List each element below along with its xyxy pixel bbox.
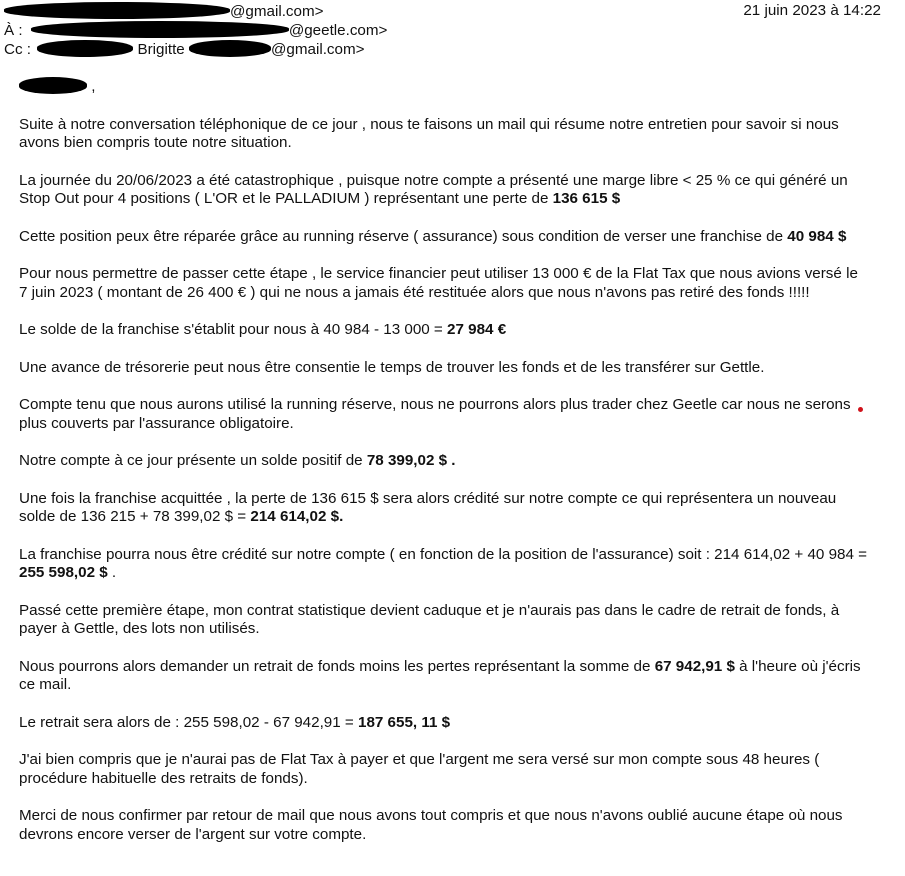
paragraph: J'ai bien compris que je n'aurai pas de Flat Tax à payer et que l'argent me sera versé sur mon compte sous 48 heures ( procédure habituelle des retraits de fonds).	[19, 751, 820, 787]
paragraph: Merci de nous confirmer par retour de mail que nous avons tout compris et que nous n'avons oublié aucune étape où nous devrons encore verser de l'argent sur votre compte.	[19, 807, 843, 843]
franchise-amount: 40 984 $	[787, 227, 847, 245]
paragraph: Nous pourrons alors demander un retrait de fonds moins les pertes représentant la somme de 67 942,91 $ à l'heure où j'écris ce mail.	[19, 657, 861, 693]
cc-address[interactable]: @gmail.com>	[271, 41, 365, 58]
paragraph: Une fois la franchise acquittée , la perte de 136 615 $ sera alors crédité sur notre compte ce qui représentera un nouveau solde de 136 215 + 78 399,02 $ = 214 614,02 $.	[19, 489, 837, 525]
redaction-mark	[31, 21, 289, 38]
cc-label: Cc :	[4, 41, 32, 58]
total-balance: 255 598,02 $	[19, 564, 108, 581]
redaction-mark	[189, 40, 271, 57]
redaction-mark	[4, 2, 230, 19]
franchise-balance: 27 984 €	[447, 321, 507, 338]
paragraph: Pour nous permettre de passer cette étape , le service financier peut utiliser 13 000 € de la Flat Tax que nous avions versé le 7 juin 2023 ( montant de 26 400 € ) qui ne nous a jamais été restituée alors que nous n'avons pas retiré des fonds !!!!!	[19, 265, 858, 301]
paragraph: Cette position peux être réparée grâce au running réserve ( assurance) sous condition de verser une franchise de 40 984 $	[19, 227, 847, 245]
email-body	[19, 77, 869, 863]
cc-name: Brigitte	[137, 41, 185, 58]
withdrawal-amount: 187 655, 11 $	[358, 713, 451, 731]
cc-line	[4, 40, 365, 60]
from-address[interactable]: @gmail.com>	[230, 3, 324, 20]
paragraph: Notre compte à ce jour présente un solde positif de 78 399,02 $ .	[19, 452, 456, 469]
to-line	[4, 21, 387, 41]
losses-amount: 67 942,91 $	[654, 657, 735, 675]
paragraph: Compte tenu que nous aurons utilisé la running réserve, nous ne pourrons alors plus trader chez Geetle car nous ne serons plus couverts par l'assurance obligatoire.	[19, 396, 851, 432]
paragraph: Le retrait sera alors de : 255 598,02 - 67 942,91 = 187 655, 11 $	[19, 713, 451, 731]
from-line	[4, 2, 324, 22]
loss-amount: 136 615 $	[552, 190, 621, 207]
to-label: À :	[4, 22, 23, 39]
paragraph: Le solde de la franchise s'établit pour nous à 40 984 - 13 000 = 27 984 €	[19, 321, 507, 338]
paragraph: Suite à notre conversation téléphonique de ce jour , nous te faisons un mail qui résume notre entretien pour savoir si nous avons bien compris toute notre situation.	[19, 115, 839, 151]
account-balance: 78 399,02 $ .	[366, 452, 456, 469]
paragraph: Passé cette première étape, mon contrat statistique devient caduque et je n'aurais pas dans le cadre de retrait de fonds, à payer à Gettle, des lots non utilisés.	[19, 601, 840, 637]
paragraph: La franchise pourra nous être crédité sur notre compte ( en fonction de la position de l'assurance) soit : 214 614,02 + 40 984 = 255 598,02 $ .	[19, 545, 868, 581]
to-address[interactable]: @geetle.com>	[288, 22, 388, 39]
paragraph: La journée du 20/06/2023 a été catastrophique , puisque notre compte a présenté une marge libre < 25 % ce qui généré un Stop Out pour 4 positions ( L'OR et le PALLADIUM ) représentant une perte de 136 615 $	[19, 171, 848, 207]
email-date: 21 juin 2023 à 14:22	[743, 2, 881, 19]
paragraph: Une avance de trésorerie peut nous être consentie le temps de trouver les fonds et de les transférer sur Gettle.	[19, 358, 765, 376]
redaction-mark	[37, 40, 133, 57]
greeting: ,	[19, 77, 869, 97]
new-balance: 214 614,02 $.	[250, 508, 344, 525]
redaction-mark	[19, 77, 87, 94]
